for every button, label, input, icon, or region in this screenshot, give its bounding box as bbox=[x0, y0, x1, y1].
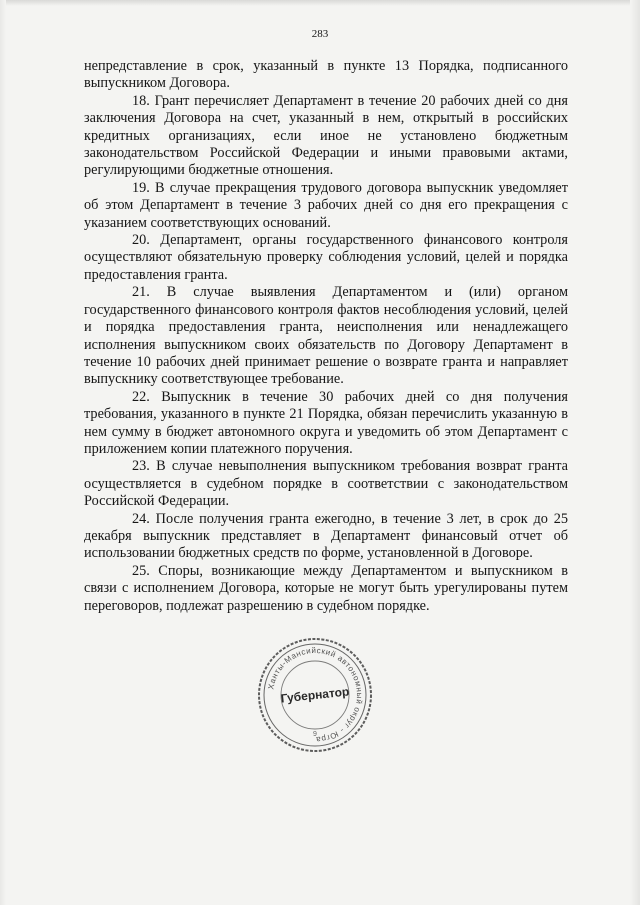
paragraph-19: 19. В случае прекращения трудового договора выпускник уведомляет об этом Департамент в течение 3 рабочих дней со дня его прекращения с указанием соответствующих оснований. bbox=[84, 179, 568, 231]
document-body bbox=[84, 58, 568, 615]
paragraph-23: 23. В случае невыполнения выпускником требования возврат гранта осуществляется в судебном порядке в соответствии с законодательством Российской Федерации. bbox=[84, 458, 568, 510]
scan-edge-left bbox=[0, 0, 6, 905]
paragraph-continuation: непредставление в срок, указанный в пункте 13 Порядка, подписанного выпускником Договора. bbox=[84, 58, 568, 92]
paragraph-21: 21. В случае выявления Департаментом и (или) органом государственного финансового контроля фактов несоблюдения условий, целей и порядка предоставления гранта, неисполнения или ненадлежащего исполнения выпускником своих обязательств по Договору Департамент в течение 10 рабочих дней принимает решение о возврате гранта и направляет выпускнику соответствующее требование. bbox=[84, 284, 568, 388]
official-seal-stamp bbox=[256, 636, 374, 754]
paragraph-22: 22. Выпускник в течение 30 рабочих дней со дня получения требования, указанного в пункте 21 Порядка, обязан перечислить указанную в нем сумму в бюджет автономного округа и уведомить об этом Департамент с приложением копии платежного поручения. bbox=[84, 388, 568, 457]
paragraph-18: 18. Грант перечисляет Департамент в течение 20 рабочих дней со дня заключения Договора на счет, указанный в нем, открытый в российских кредитных организациях, если иное не установлено бюджетным законодательством Российской Федерации и иными правовыми актами, регулирующими бюджетные отношения. bbox=[84, 92, 568, 179]
stamp-bottom-mark: 9 bbox=[313, 731, 317, 738]
stamp-center-text: Губернатор bbox=[280, 684, 350, 706]
scan-edge-top bbox=[0, 0, 640, 6]
page-number: 283 bbox=[311, 28, 329, 40]
stamp-ring-text: Ханты-Мансийский автономный округ - Югра bbox=[266, 645, 365, 745]
paragraph-20: 20. Департамент, органы государственного финансового контроля осуществляют обязательную проверку соблюдения условий, целей и порядка предоставления гранта. bbox=[84, 232, 568, 283]
scan-edge-right bbox=[630, 0, 640, 905]
paragraph-24: 24. После получения гранта ежегодно, в течение 3 лет, в срок до 25 декабря выпускник представляет в Департамент финансовый отчет об использовании бюджетных средств по форме, установленной в Договоре. bbox=[84, 510, 568, 562]
paragraph-25: 25. Споры, возникающие между Департаментом и выпускником в связи с исполнением Договора, которые не могут быть урегулированы путем переговоров, подлежат разрешению в судебном порядке. bbox=[84, 562, 568, 614]
